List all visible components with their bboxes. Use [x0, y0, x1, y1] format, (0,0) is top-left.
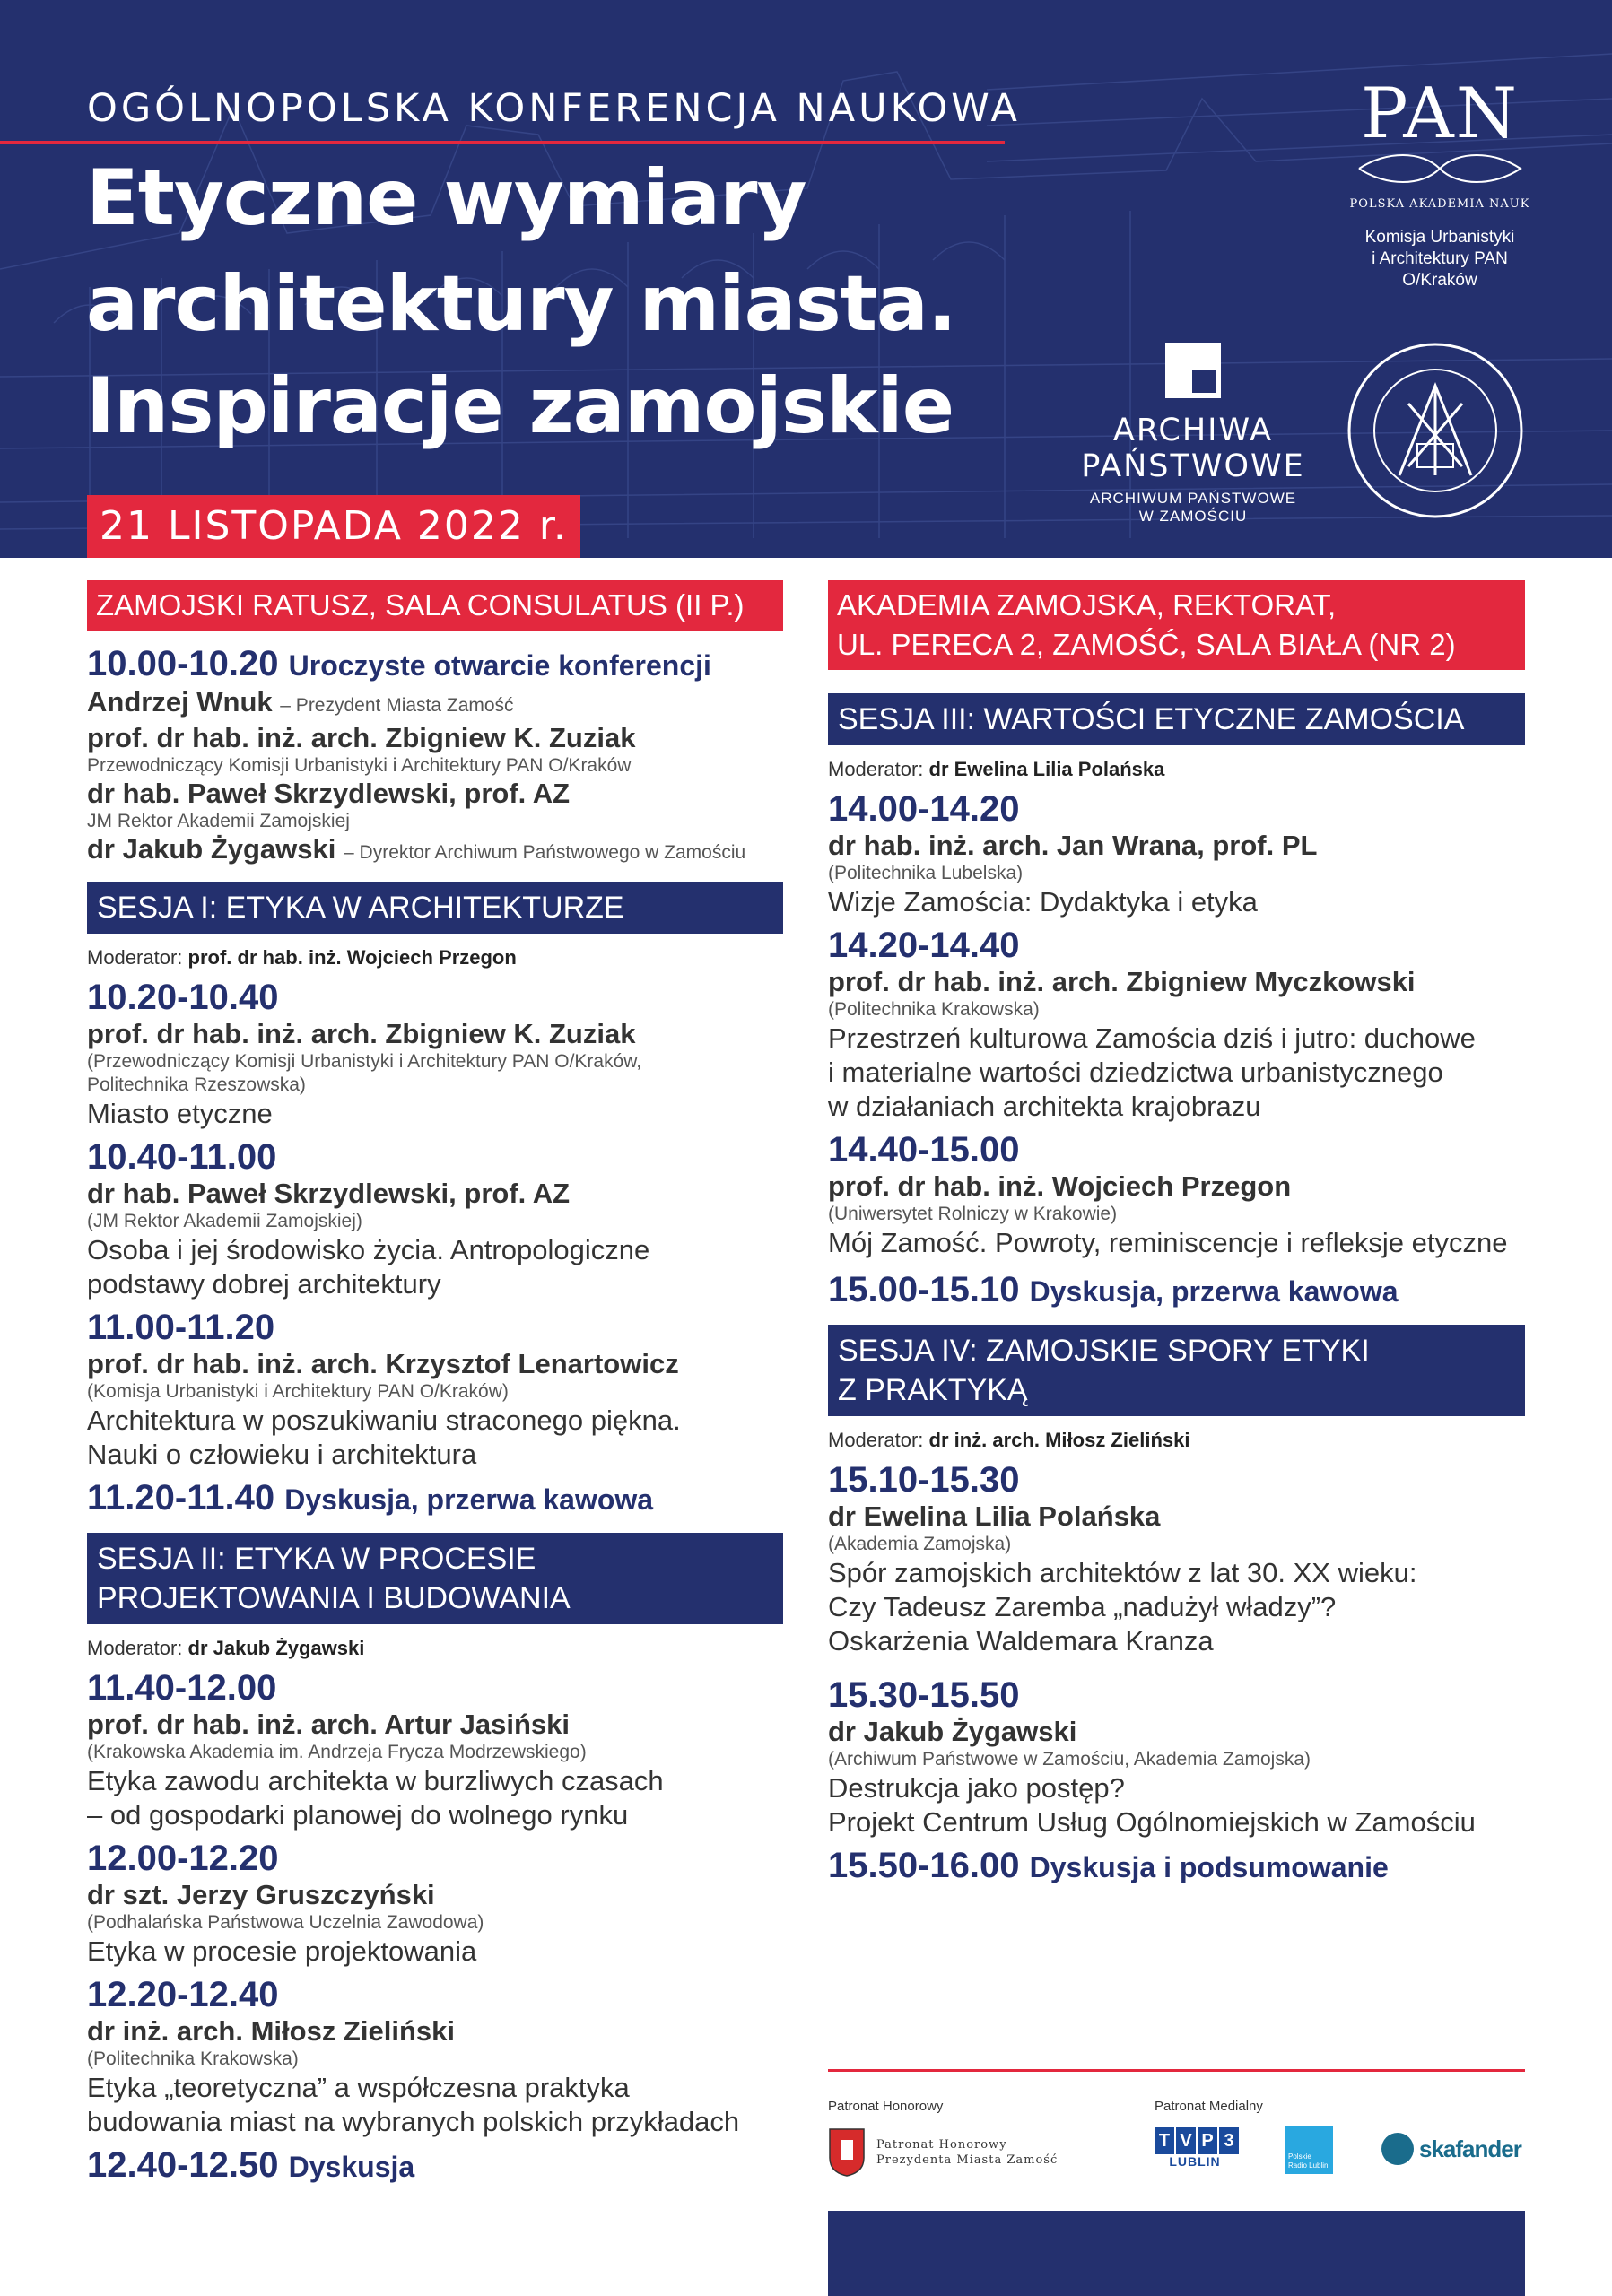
talk-title: Wizje Zamościa: Dydaktyka i etyka: [828, 886, 1258, 918]
moderator-name: prof. dr hab. inż. Wojciech Przegon: [187, 946, 517, 969]
patron-divider: [828, 2069, 1525, 2072]
talk-title-line: Projekt Centrum Usług Ogólnomiejskich w Zamościu: [828, 1806, 1476, 1838]
pan-logo: [1337, 74, 1543, 291]
talk-title: [828, 1556, 1525, 1658]
break-label: Dyskusja, przerwa kawowa: [1029, 1275, 1399, 1308]
talk-speaker: dr Jakub Żygawski: [828, 1716, 1077, 1747]
talk-affiliation: (Politechnika Krakowska): [87, 2048, 299, 2069]
talk-affiliation: (Politechnika Krakowska): [828, 999, 1040, 1020]
opening-person: dr hab. Paweł Skrzydlewski, prof. AZ: [87, 778, 571, 809]
talk-title: [828, 1771, 1525, 1839]
footer-bar: [828, 2211, 1525, 2296]
tvp3-sub: LUBLIN: [1169, 2154, 1221, 2169]
talk-title: [87, 1233, 783, 1301]
talk-title-line: Architektura w poszukiwaniu straconego piękna.: [87, 1405, 681, 1436]
end-label: Dyskusja: [288, 2151, 415, 2183]
opening-block: [87, 643, 783, 869]
talk-item: [828, 1459, 1525, 1658]
pan-letters: PAN: [1361, 74, 1519, 154]
moderator-name: dr Jakub Żygawski: [187, 1637, 365, 1659]
time-label: 12.40-12.50: [87, 2145, 279, 2185]
tvp-letter: 3: [1219, 2127, 1239, 2154]
time-label: 10.00-10.20: [87, 644, 279, 683]
archiwa-name: [1072, 413, 1314, 484]
session-4-header: [828, 1325, 1525, 1416]
tvp-letter: V: [1176, 2127, 1196, 2154]
talk-item: [87, 1838, 783, 1969]
session-title-line: PROJEKTOWANIA I BUDOWANIA: [97, 1581, 571, 1615]
red-divider: [0, 141, 1005, 144]
session-title-line: SESJA II: ETYKA W PROCESIE: [97, 1542, 536, 1576]
talk-speaker: dr hab. Paweł Skrzydlewski, prof. AZ: [87, 1178, 571, 1209]
tvp3-lublin-logo: [1155, 2127, 1235, 2169]
talk-item: [828, 925, 1525, 1124]
patronat-medialny-label: Patronat Medialny: [1155, 2099, 1263, 2114]
person-role: Przewodniczący Komisji Urbanistyki i Architektury PAN O/Kraków: [87, 755, 632, 776]
talk-item: [828, 788, 1525, 919]
person-role: – Dyrektor Archiwum Państwowego w Zamościu: [344, 842, 746, 863]
talk-title: Mój Zamość. Powroty, reminiscencje i refleksje etyczne: [828, 1227, 1508, 1258]
header-banner: [0, 0, 1612, 558]
talk-speaker: prof. dr hab. inż. arch. Artur Jasiński: [87, 1709, 571, 1740]
venue-line: AKADEMIA ZAMOJSKA, REKTORAT,: [837, 588, 1337, 622]
time-label: 15.00-15.10: [828, 1270, 1020, 1309]
talk-affiliation: (Akademia Zamojska): [828, 1534, 1012, 1554]
session-4-moderator: [828, 1429, 1525, 1452]
break-label: Dyskusja, przerwa kawowa: [284, 1483, 654, 1516]
tvp-letter: T: [1155, 2127, 1174, 2154]
talk-title-line: Czy Tadeusz Zaremba „nadużył władzy”?: [828, 1591, 1337, 1622]
talk-affiliation: (Podhalańska Państwowa Uczelnia Zawodowa): [87, 1912, 484, 1933]
end-label: Dyskusja i podsumowanie: [1029, 1851, 1389, 1883]
talk-speaker: prof. dr hab. inż. arch. Zbigniew K. Zuziak: [87, 1018, 636, 1049]
talk-time: 14.20-14.40: [828, 926, 1020, 965]
session-1-moderator: [87, 946, 783, 970]
talk-time: 11.00-11.20: [87, 1308, 275, 1347]
archiwa-name-line: ARCHIWA: [1112, 413, 1274, 448]
talk-title-line: i materialne wartości dziedzictwa urbanistycznego: [828, 1057, 1443, 1088]
tvp-letter: P: [1198, 2127, 1217, 2154]
archiwa-sub-line: ARCHIWUM PAŃSTWOWE: [1089, 490, 1297, 507]
archiwa-sub: [1072, 490, 1314, 526]
talk-affiliation: (JM Rektor Akademii Zamojskiej): [87, 1211, 362, 1231]
talk-time: 14.00-14.20: [828, 789, 1020, 829]
talk-title: [87, 1764, 783, 1832]
talk-time: 15.10-15.30: [828, 1460, 1020, 1500]
talk-affiliation: (Krakowska Akademia im. Andrzeja Frycza Modrzewskiego): [87, 1742, 587, 1762]
title-line-3: Inspiracje zamojskie: [86, 361, 954, 451]
skafander-logo: [1381, 2133, 1521, 2165]
talk-time: 10.40-11.00: [87, 1137, 277, 1177]
patron-text-line: Patronat Honorowy: [876, 2138, 1007, 2152]
time-label: 15.50-16.00: [828, 1846, 1020, 1885]
end-right: [828, 1845, 1525, 1888]
moderator-label: Moderator:: [87, 946, 183, 969]
venue-line: UL. PERECA 2, ZAMOŚĆ, SALA BIAŁA (NR 2): [837, 628, 1456, 661]
session-3-moderator: [828, 758, 1525, 781]
person-role: JM Rektor Akademii Zamojskiej: [87, 811, 350, 831]
talk-affiliation: (Uniwersytet Rolniczy w Krakowie): [828, 1204, 1118, 1224]
pan-komisja-line: O/Kraków: [1402, 271, 1477, 290]
zamosc-crest-icon: [828, 2127, 866, 2178]
patron-honorowy-logo: [828, 2127, 1058, 2178]
pan-komisja-line: i Architektury PAN: [1372, 249, 1508, 268]
person-name: dr Jakub Żygawski: [87, 833, 336, 865]
talk-title: [87, 1404, 783, 1472]
talk-affiliation: (Komisja Urbanistyki i Architektury PAN O/Kraków): [87, 1381, 509, 1402]
moderator-label: Moderator:: [87, 1637, 183, 1659]
opening-person: [87, 686, 783, 722]
talk-item: [87, 1667, 783, 1832]
left-column: [87, 580, 783, 2187]
talk-title-line: budowania miast na wybranych polskich przykładach: [87, 2106, 740, 2137]
talk-item: [87, 977, 783, 1131]
pan-komisja-line: Komisja Urbanistyki: [1364, 228, 1515, 247]
session-2-header: [87, 1533, 783, 1624]
archiwa-logo: [1072, 343, 1314, 526]
talk-time: 10.20-10.40: [87, 978, 279, 1017]
time-label: 11.20-11.40: [87, 1478, 275, 1518]
archiwa-sub-line: W ZAMOŚCIU: [1138, 508, 1248, 525]
moderator-name: dr Ewelina Lilia Polańska: [928, 758, 1165, 780]
patronat-honorowy-label: Patronat Honorowy: [828, 2099, 944, 2114]
talk-title-line: Oskarżenia Waldemara Kranza: [828, 1625, 1214, 1657]
break-3: [828, 1269, 1525, 1312]
talk-item: [87, 1136, 783, 1301]
venue-ratusz: ZAMOJSKI RATUSZ, SALA CONSULATUS (II P.): [87, 580, 783, 631]
pan-subtitle: POLSKA AKADEMIA NAUK: [1349, 197, 1530, 211]
talk-speaker: prof. dr hab. inż. Wojciech Przegon: [828, 1170, 1292, 1202]
talk-title: Etyka w procesie projektowania: [87, 1935, 477, 1967]
opening-person: [87, 833, 783, 869]
talk-speaker: dr inż. arch. Miłosz Zieliński: [87, 2015, 455, 2047]
session-1-header: SESJA I: ETYKA W ARCHITEKTURZE: [87, 882, 783, 934]
opening-time: [87, 643, 783, 686]
talk-title-line: Nauki o człowieku i architektura: [87, 1439, 477, 1470]
talk-speaker: prof. dr hab. inż. arch. Krzysztof Lenartowicz: [87, 1348, 679, 1379]
patron-honorowy-text: [876, 2137, 1058, 2168]
talk-title-line: w działaniach architekta krajobrazu: [828, 1091, 1261, 1122]
pan-komisja: [1337, 227, 1543, 291]
talk-title-line: – od gospodarki planowej do wolnego rynku: [87, 1799, 629, 1831]
talk-title: [87, 2071, 783, 2139]
title-line-2: architektury miasta.: [86, 259, 956, 349]
talk-affiliation: (Politechnika Lubelska): [828, 863, 1024, 883]
person-role: – Prezydent Miasta Zamość: [280, 695, 514, 716]
talk-affiliation: (Przewodniczący Komisji Urbanistyki i Architektury PAN O/Kraków,: [87, 1051, 642, 1072]
opening-person: prof. dr hab. inż. arch. Zbigniew K. Zuziak: [87, 722, 636, 753]
tvp3-box: [1155, 2127, 1239, 2154]
person-name: Andrzej Wnuk: [87, 686, 273, 718]
talk-speaker: dr Ewelina Lilia Polańska: [828, 1500, 1161, 1532]
patron-text-line: Prezydenta Miasta Zamość: [876, 2153, 1059, 2167]
talk-title-line: Destrukcja jako postęp?: [828, 1772, 1125, 1804]
session-title-line: Z PRAKTYKĄ: [838, 1373, 1028, 1407]
venue-akademia: [828, 580, 1525, 670]
date-badge: 21 LISTOPADA 2022 r.: [87, 495, 580, 558]
skafander-icon: [1381, 2133, 1414, 2165]
talk-time: 11.40-12.00: [87, 1668, 277, 1708]
talk-time: 14.40-15.00: [828, 1130, 1020, 1170]
talk-item: [828, 1674, 1525, 1839]
moderator-name: dr inż. arch. Miłosz Zieliński: [928, 1429, 1190, 1451]
talk-title-line: Osoba i jej środowisko życia. Antropologiczne: [87, 1234, 650, 1265]
talk-affiliation: Politechnika Rzeszowska): [87, 1074, 306, 1095]
talk-title-line: Przestrzeń kulturowa Zamościa dziś i jutro: duchowe: [828, 1022, 1476, 1054]
conference-type: OGÓLNOPOLSKA KONFERENCJA NAUKOWA: [87, 86, 1021, 131]
title-line-1: Etyczne wymiary: [86, 153, 806, 243]
talk-speaker: dr szt. Jerzy Gruszczyński: [87, 1879, 435, 1910]
akademia-seal-icon: [1346, 341, 1525, 520]
archiwa-name-line: PAŃSTWOWE: [1081, 448, 1305, 484]
session-3-header: SESJA III: WARTOŚCI ETYCZNE ZAMOŚCIA: [828, 693, 1525, 745]
polskie-radio-lublin-logo: Polskie Radio Lublin: [1285, 2126, 1333, 2174]
talk-title: Miasto etyczne: [87, 1098, 273, 1129]
talk-speaker: prof. dr hab. inż. arch. Zbigniew Myczkowski: [828, 966, 1416, 997]
pan-swirl-icon: [1350, 151, 1529, 187]
right-column: [828, 580, 1525, 1888]
talk-item: [828, 1129, 1525, 1260]
session-2-moderator: [87, 1637, 783, 1660]
moderator-label: Moderator:: [828, 758, 924, 780]
moderator-label: Moderator:: [828, 1429, 924, 1451]
session-title-line: SESJA IV: ZAMOJSKIE SPORY ETYKI: [838, 1334, 1370, 1368]
talk-affiliation: (Archiwum Państwowe w Zamościu, Akademia Zamojska): [828, 1749, 1311, 1770]
talk-title-line: podstawy dobrej architektury: [87, 1268, 441, 1300]
talk-time: 12.00-12.20: [87, 1839, 279, 1878]
end-left: [87, 2144, 783, 2187]
talk-time: 12.20-12.40: [87, 1975, 279, 2014]
talk-item: [87, 1307, 783, 1472]
talk-speaker: dr hab. inż. arch. Jan Wrana, prof. PL: [828, 830, 1318, 861]
talk-title-line: Etyka „teoretyczna” a współczesna praktyka: [87, 2072, 630, 2103]
talk-title-line: Spór zamojskich architektów z lat 30. XX wieku:: [828, 1557, 1417, 1588]
talk-title-line: Etyka zawodu architekta w burzliwych czasach: [87, 1765, 664, 1796]
skafander-text: skafander: [1419, 2135, 1521, 2162]
opening-label: Uroczyste otwarcie konferencji: [288, 649, 711, 682]
archiwa-square-icon: [1165, 343, 1221, 398]
break-1: [87, 1477, 783, 1520]
talk-time: 15.30-15.50: [828, 1675, 1020, 1715]
talk-title: [828, 1022, 1525, 1124]
talk-item: [87, 1974, 783, 2139]
